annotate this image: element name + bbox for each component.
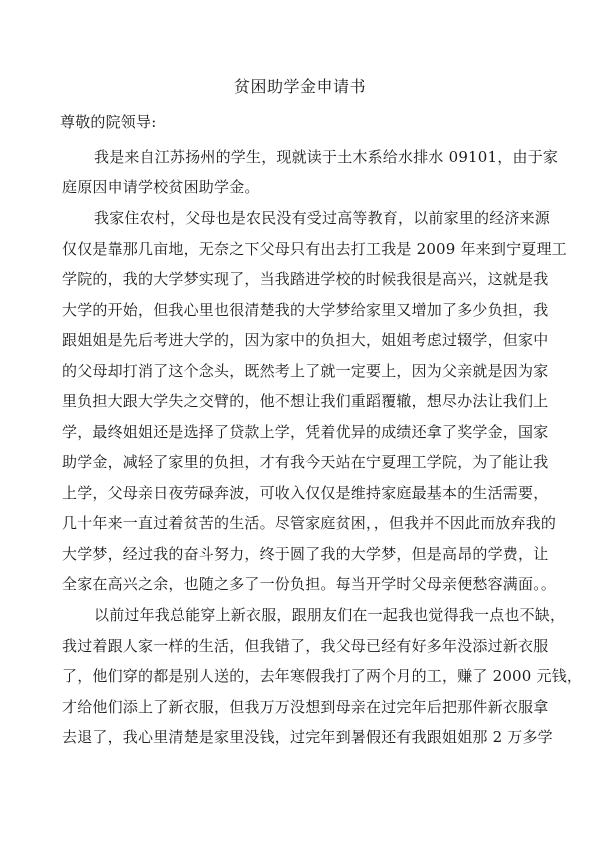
paragraph-line: 大学的开始，但我心里也很清楚我的大学梦给家里又增加了多少负担，我 xyxy=(62,301,549,319)
paragraph-line: 仅仅是靠那几亩地，无奈之下父母只有出去打工我是 2009 年来到宁夏理工 xyxy=(62,240,567,258)
paragraph-line: 学，最终姐姐还是选择了贷款上学，凭着优异的成绩还拿了奖学金，国家 xyxy=(62,423,549,441)
paragraph-line: 去退了，我心里清楚是家里没钱，过完年到暑假还有我跟姐姐那 2 万多学 xyxy=(62,728,553,746)
paragraph-line: 了，他们穿的都是别人送的，去年寒假我打了两个月的工，赚了 2000 元钱， xyxy=(62,667,583,685)
paragraph-line: 里负担大跟大学失之交臂的，他不想让我们重蹈覆辙，想尽办法让我们上 xyxy=(62,392,549,410)
paragraph-line: 上学，父母亲日夜劳碌奔波，可收入仅仅是维持家庭最基本的生活需要， xyxy=(62,484,549,502)
paragraph-line: 才给他们添上了新衣服，但我万万没想到母亲在过完年后把那件新衣服拿 xyxy=(62,698,549,716)
paragraph-line: 助学金，减轻了家里的负担，才有我今天站在宁夏理工学院，为了能让我 xyxy=(62,453,549,471)
paragraph-line: 全家在高兴之余，也随之多了一份负担。每当开学时父母亲便愁容满面。。 xyxy=(62,575,557,593)
paragraph-line: 我是来自江苏扬州的学生，现就读于土木系给水排水 09101，由于家 xyxy=(94,148,559,166)
paragraph-line: 以前过年我总能穿上新衣服，跟朋友们在一起我也觉得我一点也不缺， xyxy=(94,606,566,624)
salutation: 尊敬的院领导: xyxy=(60,113,157,131)
paragraph-line: 庭原因申请学校贫困助学金。 xyxy=(62,178,260,196)
paragraph-line: 学院的，我的大学梦实现了，当我踏进学校的时候我很是高兴，这就是我 xyxy=(62,270,549,288)
paragraph-line: 我过着跟人家一样的生活，但我错了，我父母已经有好多年没添过新衣服 xyxy=(62,637,549,655)
paragraph-line: 几十年来一直过着贫苦的生活。尽管家庭贫困，，但我并不因此而放弃我的 xyxy=(62,514,557,532)
paragraph-line: 大学梦，经过我的奋斗努力，终于圆了我的大学梦，但是高昂的学费，让 xyxy=(62,545,549,563)
paragraph-line: 跟姐姐是先后考进大学的，因为家中的负担大，姐姐考虑过辍学，但家中 xyxy=(62,331,549,349)
paragraph-line: 我家住农村，父母也是农民没有受过高等教育，以前家里的经济来源 xyxy=(94,209,551,227)
paragraph-line: 的父母却打消了这个念头，既然考上了就一定要上，因为父亲就是因为家 xyxy=(62,362,549,380)
document-title: 贫困助学金申请书 xyxy=(233,77,366,96)
